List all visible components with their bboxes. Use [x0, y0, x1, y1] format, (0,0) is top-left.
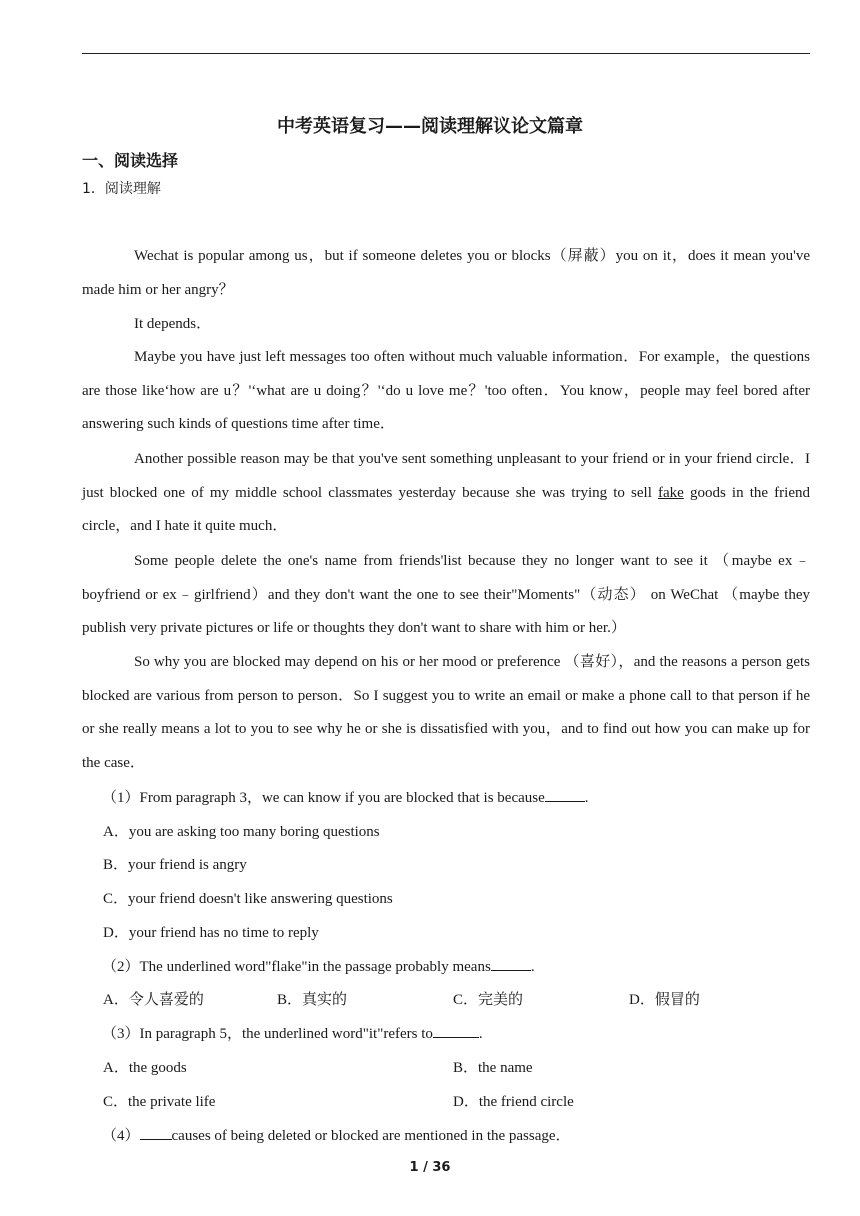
- question-2-option-b: B．真实的: [277, 992, 348, 1008]
- passage-paragraph-6: So why you are blocked may depend on his or her mood or preference （喜好），and the reasons a person gets blocked are various from person to person．So I suggest you to write an email or make a phone call to that person if he or she really means a lot to you to see why he or she is dissatisfied with you，and to find out how you can make up for the case．: [82, 654, 810, 772]
- question-1-option-c: C．your friend doesn't like answering questions: [103, 891, 393, 907]
- question-3-text: （3）In paragraph 5，the underlined word"it"refers to: [102, 1026, 433, 1042]
- question-1-text: （1）From paragraph 3，we can know if you are blocked that is because: [102, 790, 545, 806]
- question-3-option-d: D．the friend circle: [453, 1094, 574, 1110]
- question-3-option-b: B．the name: [453, 1060, 533, 1076]
- page-number: 1 / 36: [409, 1160, 451, 1175]
- question-4-number: （4）: [102, 1128, 140, 1144]
- passage-paragraph-1: Wechat is popular among us，but if someone deletes you or blocks（屏蔽）you on it，does it mean you've made him or her angry？: [82, 248, 810, 298]
- answer-blank: [545, 787, 585, 802]
- question-2-stem: [102, 956, 535, 978]
- page-title: 中考英语复习——阅读理解议论文篇章: [277, 116, 583, 137]
- answer-blank: [491, 956, 531, 971]
- underlined-word-fake: fake: [658, 484, 684, 501]
- question-3-stem: [102, 1023, 483, 1045]
- question-2-option-a: A．令人喜爱的: [103, 992, 204, 1008]
- question-2-text: （2）The underlined word"flake"in the passage probably means: [102, 959, 491, 975]
- section-heading: 一、阅读选择: [82, 151, 179, 170]
- question-2-option-c: C．完美的: [453, 992, 524, 1008]
- question-1-period: .: [584, 790, 589, 806]
- passage-paragraph-5: Some people delete the one's name from friends'list because they no longer want to see it （maybe ex﹣boyfriend or ex﹣girlfriend）and they don't want the one to see their"Moments"（动态） on WeChat （maybe they publish very private pictures or life or thoughts they don't want to share with him or her.）: [82, 553, 810, 637]
- answer-blank: [433, 1023, 479, 1038]
- question-3-option-a: A．the goods: [103, 1060, 187, 1076]
- question-1-option-a: A．you are asking too many boring questions: [103, 824, 380, 840]
- passage-paragraph-3: Maybe you have just left messages too often without much valuable information．For example，the questions are those like‘how are u？'‘what are u doing？'‘do u love me？'too often．You know，people may feel bored after answering such kinds of questions time after time．: [82, 349, 810, 433]
- paragraph-4-text-end: goods in the friend circle，and I hate it quite much．: [82, 484, 810, 535]
- question-1-option-b: B．your friend is angry: [103, 857, 247, 873]
- passage-paragraph-2: It depends．: [134, 316, 212, 332]
- question-1-option-d: D．your friend has no time to reply: [103, 925, 319, 941]
- answer-blank: [140, 1125, 172, 1140]
- question-2-option-d: D．假冒的: [629, 992, 700, 1008]
- question-3-option-c: C．the private life: [103, 1094, 216, 1110]
- question-number: 1．阅读理解: [82, 181, 161, 197]
- paragraph-4-text-start: Another possible reason may be that you've sent something unpleasant to your friend or in your friend circle．I just blocked one of my middle school classmates yesterday because she was trying to sell: [82, 451, 810, 501]
- question-2-period: .: [530, 959, 535, 975]
- header-rule: [82, 53, 810, 54]
- passage-paragraph-4: [82, 443, 810, 544]
- question-1-stem: [102, 787, 589, 809]
- question-3-period: .: [478, 1026, 483, 1042]
- question-4-text: causes of being deleted or blocked are mentioned in the passage．: [171, 1128, 571, 1144]
- question-4-stem: [102, 1125, 571, 1147]
